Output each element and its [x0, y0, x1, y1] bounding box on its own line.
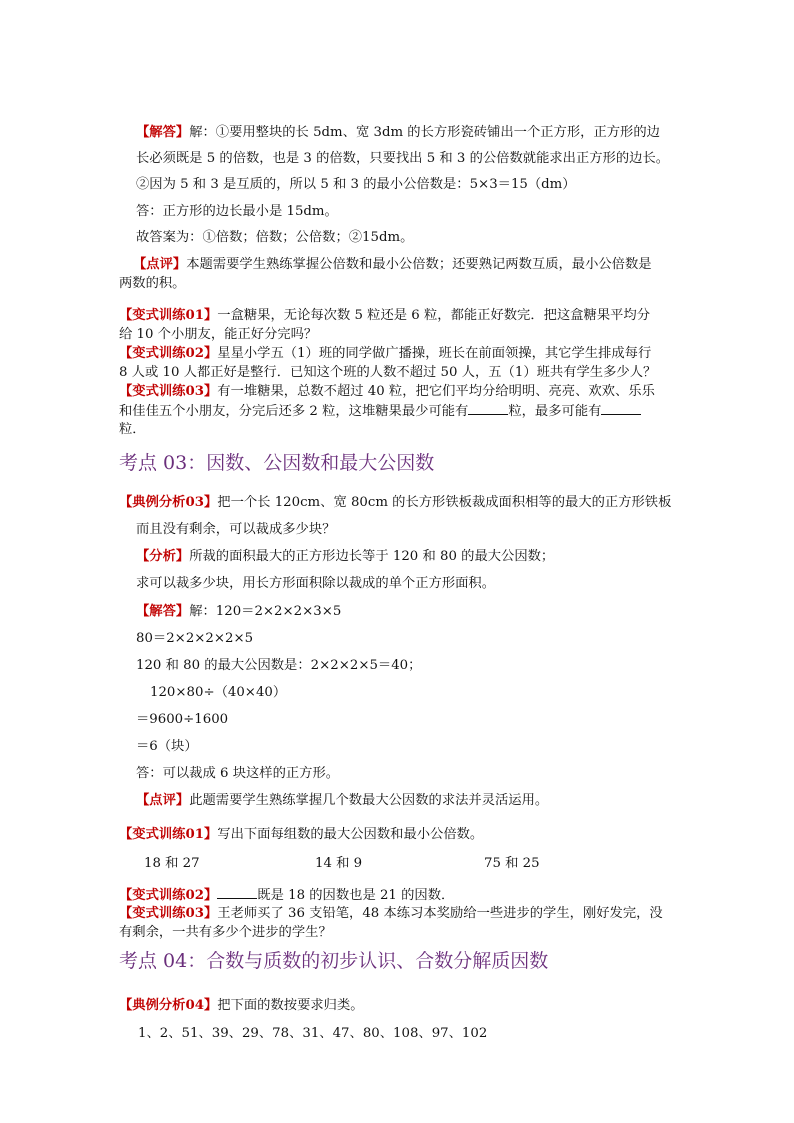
- solution-line-2: 80＝2×2×2×2×5: [136, 631, 254, 646]
- exercise-02-line-2: 8 人或 10 人都正好是整行．已知这个班的人数不超过 50 人，五（1）班共有学生多少人？: [119, 365, 657, 380]
- solution-line-5: ＝9600÷1600: [136, 712, 229, 727]
- exercise-03-line-2: [119, 402, 641, 421]
- exercise-01-line-1: [119, 307, 650, 325]
- exercise-01-tag: 【变式训练01】: [119, 308, 218, 323]
- exercise-02-text: 既是 18 的因数也是 21 的因数．: [257, 888, 455, 903]
- exercise-03-tag: 【变式训练03】: [119, 384, 218, 399]
- exercise-03-01: [119, 826, 483, 844]
- exercise-02-tag: 【变式训练02】: [119, 888, 218, 903]
- analysis-line-1: [136, 548, 554, 566]
- solution-line-7: 答：可以裁成 6 块这样的正方形。: [136, 766, 340, 781]
- analysis-tag: 【分析】: [136, 549, 190, 564]
- number-list: 1、2、51、39、29、78、31、47、80、108、97、102: [138, 1026, 488, 1041]
- exercise-03-text: 有一堆糖果，总数不超过 40 粒，把它们平均分给明明、亮亮、欢欢、乐乐: [217, 384, 655, 399]
- example-04: [119, 997, 364, 1015]
- review-tag: 【点评】: [133, 257, 187, 272]
- exercise-03-text-a: 和佳佳五个小朋友，分完后还多 2 粒，这堆糖果最少可能有: [119, 404, 469, 419]
- exercise-02-text: 星星小学五（1）班的同学做广播操，班长在前面领操，其它学生排成每行: [217, 346, 652, 361]
- answer-line-3: ②因为 5 和 3 是互质的，所以 5 和 3 的最小公倍数是：5×3＝15（dm）: [136, 177, 576, 192]
- number-pair-3: 75 和 25: [484, 856, 540, 871]
- answer-blank: [468, 402, 508, 415]
- exercise-01-tag: 【变式训练01】: [119, 827, 218, 842]
- exercise-03-03-line-1: [119, 905, 663, 923]
- solution-line-1: [136, 603, 341, 621]
- section-title-04: 考点 04：合数与质数的初步认识、合数分解质因数: [119, 950, 549, 972]
- exercise-01-text: 写出下面每组数的最大公因数和最小公倍数。: [217, 827, 484, 842]
- answer-line-2: 长必须既是 5 的倍数，也是 3 的倍数，只要找出 5 和 3 的公倍数就能求出正方形的边长。: [136, 151, 670, 166]
- solution-line-3: 120 和 80 的最大公因数是：2×2×2×5＝40；: [136, 658, 422, 673]
- example-03-line-1: [119, 494, 671, 512]
- answer-line-1: [136, 124, 660, 142]
- review-text: 此题需要学生熟练掌握几个数最大公因数的求法并灵活运用。: [189, 793, 549, 808]
- exercise-03-02: [119, 886, 454, 905]
- exercise-03-line-1: [119, 383, 655, 401]
- review-line-2: 两数的积。: [119, 276, 186, 291]
- exercise-03-text: 王老师买了 36 支铅笔，48 本练习本奖励给一些进步的学生，刚好发完，没: [217, 906, 663, 921]
- solution-tag: 【解答】: [136, 604, 190, 619]
- section-title-03: 考点 03：因数、公因数和最大公因数: [119, 452, 435, 474]
- answer-line-5: 故答案为：①倍数；倍数；公倍数；②15dm。: [136, 230, 414, 245]
- solution-line-4: 120×80÷（40×40）: [150, 685, 287, 700]
- exercise-03-03-line-2: 有剩余，一共有多少个进步的学生？: [119, 925, 332, 940]
- exercise-03-text-b: 粒，最多可能有: [508, 404, 602, 419]
- example-03-tag: 【典例分析03】: [119, 495, 218, 510]
- answer-text: 解：①要用整块的长 5dm、宽 3dm 的长方形瓷砖铺出一个正方形，正方形的边: [189, 125, 660, 140]
- number-pair-1: 18 和 27: [144, 856, 200, 871]
- example-04-tag: 【典例分析04】: [119, 998, 218, 1013]
- solution-line-6: ＝6（块）: [136, 739, 198, 754]
- example-03-line-2: 而且没有剩余，可以裁成多少块？: [136, 522, 336, 537]
- exercise-02-tag: 【变式训练02】: [119, 346, 218, 361]
- answer-tag: 【解答】: [136, 125, 190, 140]
- exercise-03-line-3: 粒．: [119, 422, 146, 437]
- example-04-text: 把下面的数按要求归类。: [217, 998, 364, 1013]
- example-03-text: 把一个长 120cm、宽 80cm 的长方形铁板裁成面积相等的最大的正方形铁板: [217, 495, 672, 510]
- analysis-text: 所裁的面积最大的正方形边长等于 120 和 80 的最大公因数；: [189, 549, 555, 564]
- exercise-02-line-1: [119, 345, 651, 363]
- answer-line-4: 答：正方形的边长最小是 15dm。: [136, 204, 338, 219]
- review-03: [136, 792, 548, 810]
- solution-text: 解：120＝2×2×2×3×5: [189, 604, 342, 619]
- exercise-01-line-2: 给 10 个小朋友，能正好分完吗？: [119, 327, 318, 342]
- exercise-01-text: 一盒糖果，无论每次数 5 粒还是 6 粒，都能正好数完．把这盒糖果平均分: [217, 308, 651, 323]
- number-pair-2: 14 和 9: [315, 856, 363, 871]
- analysis-line-2: 求可以裁多少块，用长方形面积除以裁成的单个正方形面积。: [136, 576, 496, 591]
- review-text: 本题需要学生熟练掌握公倍数和最小公倍数；还要熟记两数互质，最小公倍数是: [186, 257, 652, 272]
- answer-blank: [217, 886, 257, 899]
- answer-blank: [601, 402, 641, 415]
- review-line-1: [133, 256, 652, 274]
- review-tag: 【点评】: [136, 793, 190, 808]
- exercise-03-tag: 【变式训练03】: [119, 906, 218, 921]
